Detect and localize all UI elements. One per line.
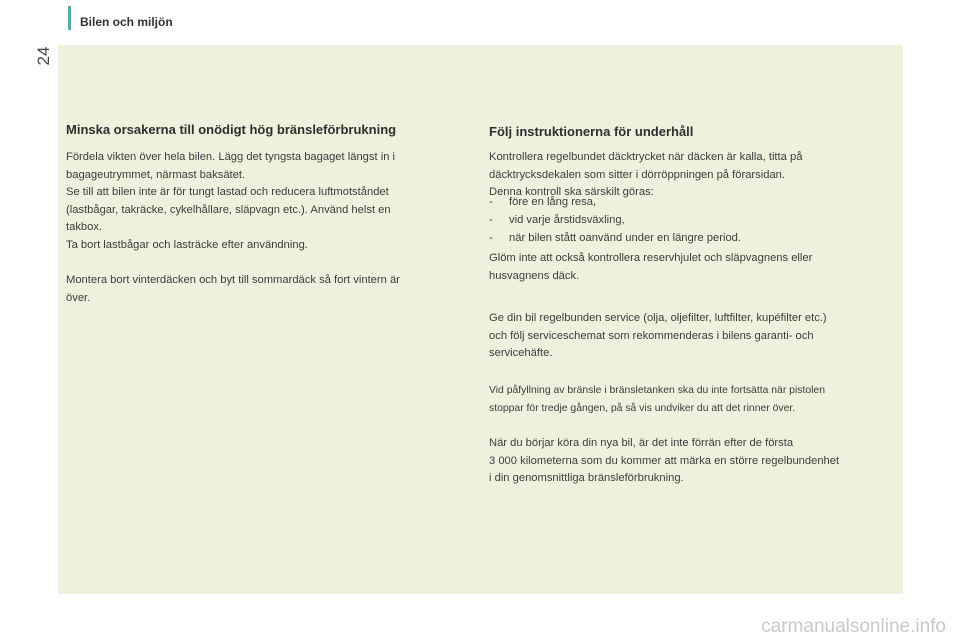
text-line: och följ serviceschemat som rekommenderas i bilens garanti- och bbox=[489, 329, 814, 342]
text-line: Ge din bil regelbunden service (olja, oljefilter, luftfilter, kupéfilter etc.) bbox=[489, 312, 827, 324]
right-paragraph-2 bbox=[489, 250, 812, 285]
content-panel bbox=[58, 45, 903, 594]
left-heading: Minska orsakerna till onödigt hög bränsleförbrukning bbox=[66, 122, 397, 137]
right-heading: Följ instruktionerna för underhåll bbox=[489, 124, 694, 139]
page-number: 24 bbox=[34, 46, 53, 66]
left-paragraph-1 bbox=[66, 149, 395, 255]
left-paragraph-2 bbox=[66, 272, 400, 307]
watermark: carmanualsonline.info bbox=[761, 616, 946, 637]
right-paragraph-4 bbox=[489, 382, 825, 417]
right-paragraph-5 bbox=[489, 435, 839, 488]
text-line: Denna kontroll ska särskilt göras: bbox=[489, 186, 654, 199]
bullet-item: - före en lång resa, bbox=[489, 196, 597, 208]
text-line: husvagnens däck. bbox=[489, 269, 580, 282]
header-accent-bar bbox=[68, 6, 71, 30]
text-line: Fördela vikten över hela bilen. Lägg det tyngsta bagaget längst in i bbox=[66, 151, 396, 163]
bullet-text: före en lång resa, bbox=[509, 196, 597, 208]
text-line: Kontrollera regelbundet däcktrycket när däcken är kalla, titta på bbox=[489, 151, 803, 163]
text-line: 3 000 kilometerna som du kommer att märka en större regelbundenhet bbox=[489, 454, 840, 467]
right-paragraph-3 bbox=[489, 310, 827, 363]
text-line: i din genomsnittliga bränsleförbrukning. bbox=[489, 472, 684, 485]
text-line: bagageutrymmet, närmast baksätet. bbox=[66, 168, 246, 181]
text-line: (lastbågar, takräcke, cykelhållare, släpvagn etc.). Använd helst en bbox=[66, 203, 391, 216]
text-line: servicehäfte. bbox=[489, 347, 553, 360]
bullet-item: - när bilen stått oanvänd under en längre period. bbox=[489, 232, 741, 244]
bullet-text: vid varje årstidsväxling, bbox=[509, 214, 625, 226]
text-line: däcktrycksdekalen som sitter i dörröppningen på förarsidan. bbox=[489, 168, 785, 181]
section-title: Bilen och miljön bbox=[80, 15, 173, 29]
text-line: över. bbox=[66, 291, 91, 304]
text-line: Ta bort lastbågar och lasträcke efter användning. bbox=[66, 238, 308, 251]
text-line: Glöm inte att också kontrollera reservhjulet och släpvagnens eller bbox=[489, 252, 813, 264]
text-line: stoppar för tredje gången, på så vis undviker du att det rinner över. bbox=[489, 402, 796, 414]
bullet-text: när bilen stått oanvänd under en längre period. bbox=[509, 232, 741, 244]
text-line: Se till att bilen inte är för tungt lastad och reducera luftmotståndet bbox=[66, 186, 389, 199]
bullet-item: - vid varje årstidsväxling, bbox=[489, 214, 625, 226]
text-line: Montera bort vinterdäcken och byt till sommardäck så fort vintern är bbox=[66, 274, 400, 286]
text-line: takbox. bbox=[66, 221, 103, 234]
text-line: När du börjar köra din nya bil, är det inte förrän efter de första bbox=[489, 437, 794, 449]
text-line: Vid påfyllning av bränsle i bränsletanken ska du inte fortsätta när pistolen bbox=[489, 385, 825, 396]
